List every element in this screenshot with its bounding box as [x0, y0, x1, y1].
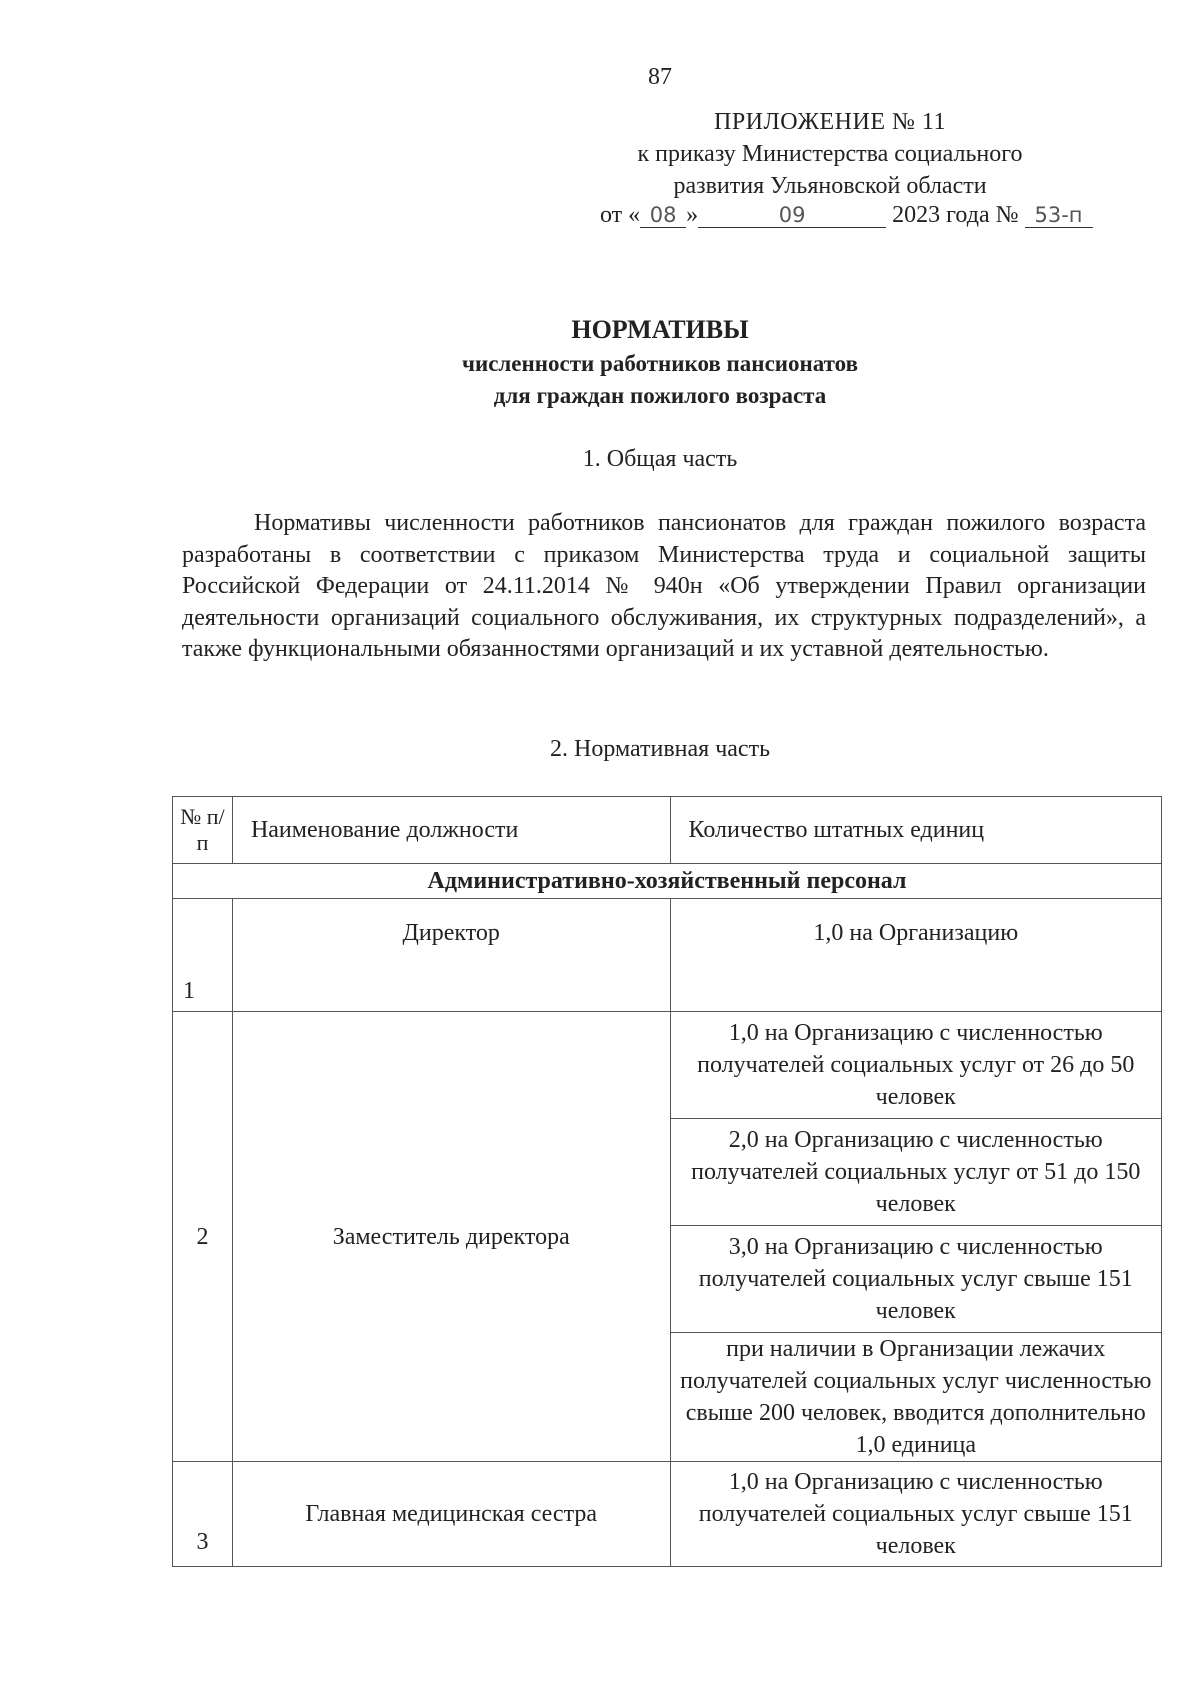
row-staff-units: 1,0 на Организацию с численностью получателей социальных услуг от 26 до 50 человек: [670, 1012, 1162, 1119]
date-prefix: от «: [600, 202, 641, 228]
date-mid: »: [686, 202, 699, 228]
header-number: № п/п: [173, 797, 233, 864]
header-position-name: Наименование должности: [232, 797, 670, 864]
row-number: 1: [173, 899, 233, 1012]
title-main: НОРМАТИВЫ: [571, 315, 749, 344]
row-staff-units: 1,0 на Организацию: [670, 899, 1162, 1012]
table-row: [173, 1012, 1162, 1119]
appendix-ministry: развития Ульяновской области: [673, 173, 987, 199]
section-1-paragraph: Нормативы численности работников пансионатов для граждан пожилого возраста разработаны в соответствии с приказом Министерства труда и социальной защиты Российской Федерации от 24.11.2014 № 940н «Об утверждении Правил организации деятельности организаций социального обслуживания, их структурных подразделений», а также функциональными обязанностями организаций и их уставной деятельностью.: [182, 510, 1146, 662]
row-staff-units: 2,0 на Организацию с численностью получателей социальных услуг от 51 до 150 человек: [670, 1119, 1162, 1226]
row-number: 2: [173, 1012, 233, 1462]
table-header-row: [173, 797, 1162, 864]
appendix-header: [560, 106, 1100, 202]
group-administrative-staff: Административно-хозяйственный персонал: [173, 864, 1162, 899]
section-1-heading: 1. Общая часть: [582, 446, 738, 472]
table-row: [173, 1462, 1162, 1567]
appendix-title: ПРИЛОЖЕНИЕ № 11: [713, 109, 947, 135]
row-staff-units: 3,0 на Организацию с численностью получателей социальных услуг свыше 151 человек: [670, 1226, 1162, 1333]
order-date-line: [600, 202, 1093, 229]
row-number: 3: [173, 1462, 233, 1567]
handwritten-order-number: 53-п: [1025, 203, 1093, 228]
title-sub-2: для граждан пожилого возраста: [493, 383, 827, 408]
staffing-norms-table: [172, 796, 1162, 1567]
page-number: 87: [648, 64, 672, 90]
document-title: [0, 312, 1200, 412]
row-position-name: Директор: [232, 899, 670, 1012]
appendix-order-ref: к приказу Министерства социального: [637, 141, 1023, 167]
row-position-name: Заместитель директора: [232, 1012, 670, 1462]
handwritten-day: 08: [640, 203, 686, 228]
title-sub-1: численности работников пансионатов: [461, 351, 859, 376]
date-year: 2023 года №: [892, 202, 1019, 228]
row-position-name: Главная медицинская сестра: [232, 1462, 670, 1567]
table-row: [173, 899, 1162, 1012]
handwritten-month: 09: [698, 203, 886, 228]
row-staff-units: при наличии в Организации лежачих получателей социальных услуг численностью свыше 200 человек, вводится дополнительно 1,0 единица: [670, 1333, 1162, 1462]
table-group-row: [173, 864, 1162, 899]
row-staff-units: 1,0 на Организацию с численностью получателей социальных услуг свыше 151 человек: [670, 1462, 1162, 1567]
section-2-heading: 2. Нормативная часть: [549, 736, 771, 762]
header-staff-units: Количество штатных единиц: [670, 797, 1162, 864]
